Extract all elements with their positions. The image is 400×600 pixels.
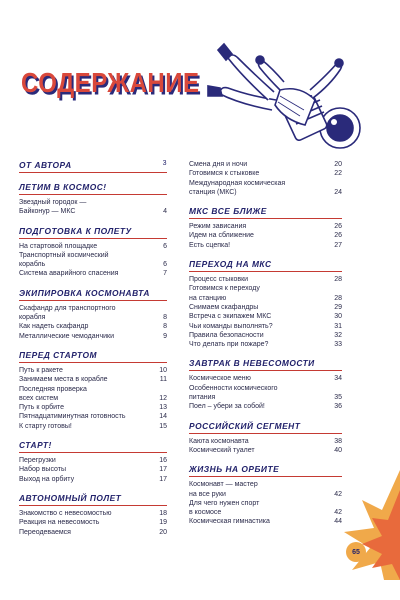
entry-page-number: 22	[334, 170, 342, 178]
entry-page-number: 40	[334, 446, 342, 454]
toc-entry[interactable]	[189, 331, 342, 340]
toc-left-column	[19, 160, 167, 546]
entry-title: Готовимся к стыковке	[189, 170, 260, 178]
entry-page-number: 17	[159, 466, 167, 474]
toc-entry[interactable]	[189, 312, 342, 321]
entry-title: Процесс стыковки	[189, 276, 249, 284]
entry-page-number: 7	[163, 270, 167, 278]
entry-page-number: 28	[334, 276, 342, 284]
entry-page-number: 20	[334, 161, 342, 168]
entry-page-number: 6	[163, 242, 167, 250]
toc-entry[interactable]	[189, 222, 342, 231]
entry-title: Путь к орбите	[19, 404, 65, 412]
toc-entry[interactable]	[189, 340, 342, 349]
toc-entry[interactable]	[189, 384, 342, 403]
toc-entry[interactable]	[189, 169, 342, 178]
toc-entry[interactable]	[189, 437, 342, 446]
entry-page-number: 31	[334, 322, 342, 330]
entry-title: К старту готовы!	[19, 422, 72, 430]
toc-entry[interactable]	[19, 198, 167, 217]
entry-title: Режим зависания	[189, 223, 247, 231]
entry-title: Перегрузки	[19, 457, 56, 465]
entry-page-number: 4	[163, 208, 167, 216]
entry-title: Звездный городок — Байконур — МКС	[19, 199, 87, 216]
entry-page-number: 42	[334, 490, 342, 498]
entry-page-number: 26	[334, 232, 342, 240]
entry-title: Выход на орбиту	[19, 475, 75, 483]
section-title: ПЕРЕХОД НА МКС	[189, 259, 342, 272]
toc-entry[interactable]	[19, 251, 167, 270]
section-title: ПЕРЕД СТАРТОМ	[19, 350, 167, 363]
entry-page-number: 38	[334, 437, 342, 445]
entry-page-number: 6	[163, 261, 167, 269]
toc-entry[interactable]	[19, 475, 167, 484]
toc-section	[19, 226, 167, 279]
toc-entry[interactable]	[189, 402, 342, 411]
entry-page-number: 20	[159, 528, 167, 536]
section-title: ПОДГОТОВКА К ПОЛЕТУ	[19, 226, 167, 239]
toc-entry[interactable]	[19, 375, 167, 384]
entry-page-number: 11	[159, 376, 167, 384]
entry-title: Космонавт — мастер на все руки	[189, 481, 258, 498]
section-title: ЛЕТИМ В КОСМОС!	[19, 182, 167, 195]
entry-page-number: 16	[159, 457, 167, 465]
entry-page-number: 28	[334, 294, 342, 302]
section-title: МКС ВСЕ БЛИЖЕ	[189, 206, 342, 219]
toc-entry[interactable]	[189, 446, 342, 455]
entry-page-number: 24	[334, 188, 342, 196]
entry-page-number: 34	[334, 375, 342, 383]
page-title: СОДЕРЖАНИЕ	[21, 68, 200, 100]
entry-title: Транспортный космический корабль	[19, 251, 109, 269]
toc-entry[interactable]	[189, 303, 342, 312]
toc-entry[interactable]	[19, 412, 167, 421]
toc-entry[interactable]	[19, 456, 167, 465]
entry-title: Международная космическая станция (МКС)	[189, 179, 286, 196]
toc-section	[19, 493, 167, 537]
entry-title: Чьи команды выполнять?	[189, 322, 273, 330]
entry-page-number: 36	[334, 403, 342, 411]
toc-entry[interactable]	[19, 332, 167, 341]
toc-entry[interactable]	[19, 269, 167, 278]
entry-title: Смена дня и ночи	[189, 161, 248, 168]
entry-title: Идем на сближение	[189, 232, 254, 240]
toc-entry[interactable]	[19, 322, 167, 331]
toc-section	[189, 421, 342, 456]
entry-page-number: 26	[334, 223, 342, 231]
entry-title: Металлические чемоданчики	[19, 332, 114, 340]
toc-entry[interactable]	[19, 465, 167, 474]
section-title: АВТОНОМНЫЙ ПОЛЕТ	[19, 493, 167, 506]
entry-title: Встреча с экипажем МКС	[189, 313, 272, 321]
entry-title: Путь к ракете	[19, 366, 63, 374]
entry-title: Пятнадцатиминутная готовность	[19, 413, 126, 421]
toc-entry[interactable]	[189, 241, 342, 250]
toc-section	[19, 182, 167, 217]
entry-title: Правила безопасности	[189, 331, 264, 339]
toc-section	[189, 206, 342, 250]
toc-entry[interactable]	[189, 179, 342, 198]
toc-entry[interactable]	[189, 160, 342, 169]
toc-section	[19, 440, 167, 484]
entry-page-number: 12	[159, 394, 167, 402]
toc-entry[interactable]	[19, 509, 167, 518]
entry-page-number: 29	[334, 303, 342, 311]
section-title: СТАРТ!	[19, 440, 167, 453]
entry-title: Переодеваемся	[19, 528, 71, 536]
section-title	[19, 160, 167, 173]
entry-title: Система аварийного спасения	[19, 270, 119, 278]
section-title: РОССИЙСКИЙ СЕГМЕНТ	[189, 421, 342, 434]
entry-title: Занимаем места в корабле	[19, 376, 108, 384]
entry-page-number: 33	[334, 341, 342, 349]
section-title: ЗАВТРАК В НЕВЕСОМОСТИ	[189, 358, 342, 371]
toc-entry[interactable]	[19, 518, 167, 527]
section-title: ЭКИПИРОВКА КОСМОНАВТА	[19, 288, 167, 301]
entry-title: Особенности космического питания	[189, 384, 278, 402]
toc-entry[interactable]	[19, 385, 167, 404]
toc-entry[interactable]	[189, 231, 342, 240]
toc-section	[19, 350, 167, 431]
entry-page-number: 19	[159, 519, 167, 527]
toc-entry[interactable]	[189, 284, 342, 303]
entry-title: Скафандр для транспортного корабля	[19, 304, 116, 322]
entry-page-number: 13	[159, 404, 167, 412]
entry-title: Набор высоты	[19, 466, 66, 474]
toc-entry[interactable]	[19, 366, 167, 375]
toc-entry[interactable]	[189, 517, 342, 526]
toc-entry[interactable]	[189, 374, 342, 383]
entry-title: Космический туалет	[189, 446, 255, 454]
entry-page-number: 30	[334, 313, 342, 321]
entry-page-number: 17	[159, 475, 167, 483]
entry-page-number: 32	[334, 331, 342, 339]
page-number: 65	[346, 542, 366, 562]
entry-title: Знакомство с невесомостью	[19, 509, 112, 517]
entry-title: Готовимся к переходу на станцию	[189, 285, 260, 302]
section-title-text: ОТ АВТОРА	[19, 160, 72, 170]
entry-title: Есть сцепка!	[189, 241, 231, 249]
toc-entry[interactable]	[189, 499, 342, 518]
toc-entry[interactable]	[19, 242, 167, 251]
toc-section	[19, 160, 167, 173]
toc-section	[189, 464, 342, 526]
entry-page-number: 8	[163, 314, 167, 322]
section-title: ЖИЗНЬ НА ОРБИТЕ	[189, 464, 342, 477]
entry-page-number: 15	[159, 422, 167, 430]
toc-section	[189, 259, 342, 349]
entry-page-number: 18	[159, 509, 167, 517]
section-page-number: 3	[162, 160, 167, 167]
entry-page-number: 10	[159, 366, 167, 374]
toc-entry[interactable]	[19, 304, 167, 323]
entry-title: Каюта космонавта	[189, 437, 249, 445]
toc-entry[interactable]	[19, 528, 167, 537]
toc-entry[interactable]	[19, 403, 167, 412]
entry-title: Для чего нужен спорт в космосе	[189, 499, 260, 517]
entry-page-number: 8	[163, 323, 167, 331]
entry-title: Что делать при пожаре?	[189, 341, 269, 349]
entry-title: Последняя проверка всех систем	[19, 385, 87, 402]
entry-title: Как надеть скафандр	[19, 323, 89, 331]
toc-entry[interactable]	[189, 275, 342, 284]
toc-entry[interactable]	[189, 322, 342, 331]
entry-title: Космическая гимнастика	[189, 518, 270, 526]
entry-page-number: 27	[334, 241, 342, 249]
entry-title: На стартовой площадке	[19, 242, 98, 250]
entry-title: Поел – убери за собой!	[189, 403, 265, 411]
entry-title: Снимаем скафандры	[189, 303, 259, 311]
toc-entry[interactable]	[189, 480, 342, 499]
entry-title: Космическое меню	[189, 375, 251, 383]
toc-entry[interactable]	[19, 422, 167, 431]
toc-right-column	[189, 160, 342, 536]
entry-page-number: 14	[159, 413, 167, 421]
toc-section	[19, 288, 167, 341]
entry-title: Реакция на невесомость	[19, 519, 100, 527]
entry-page-number: 42	[334, 509, 342, 517]
entry-page-number: 44	[334, 518, 342, 526]
entry-page-number: 35	[334, 394, 342, 402]
entry-page-number: 9	[163, 332, 167, 340]
toc-section	[189, 358, 342, 411]
orange-burst-decoration	[322, 470, 400, 580]
astronaut-illustration	[180, 30, 380, 160]
toc-section	[189, 160, 342, 197]
